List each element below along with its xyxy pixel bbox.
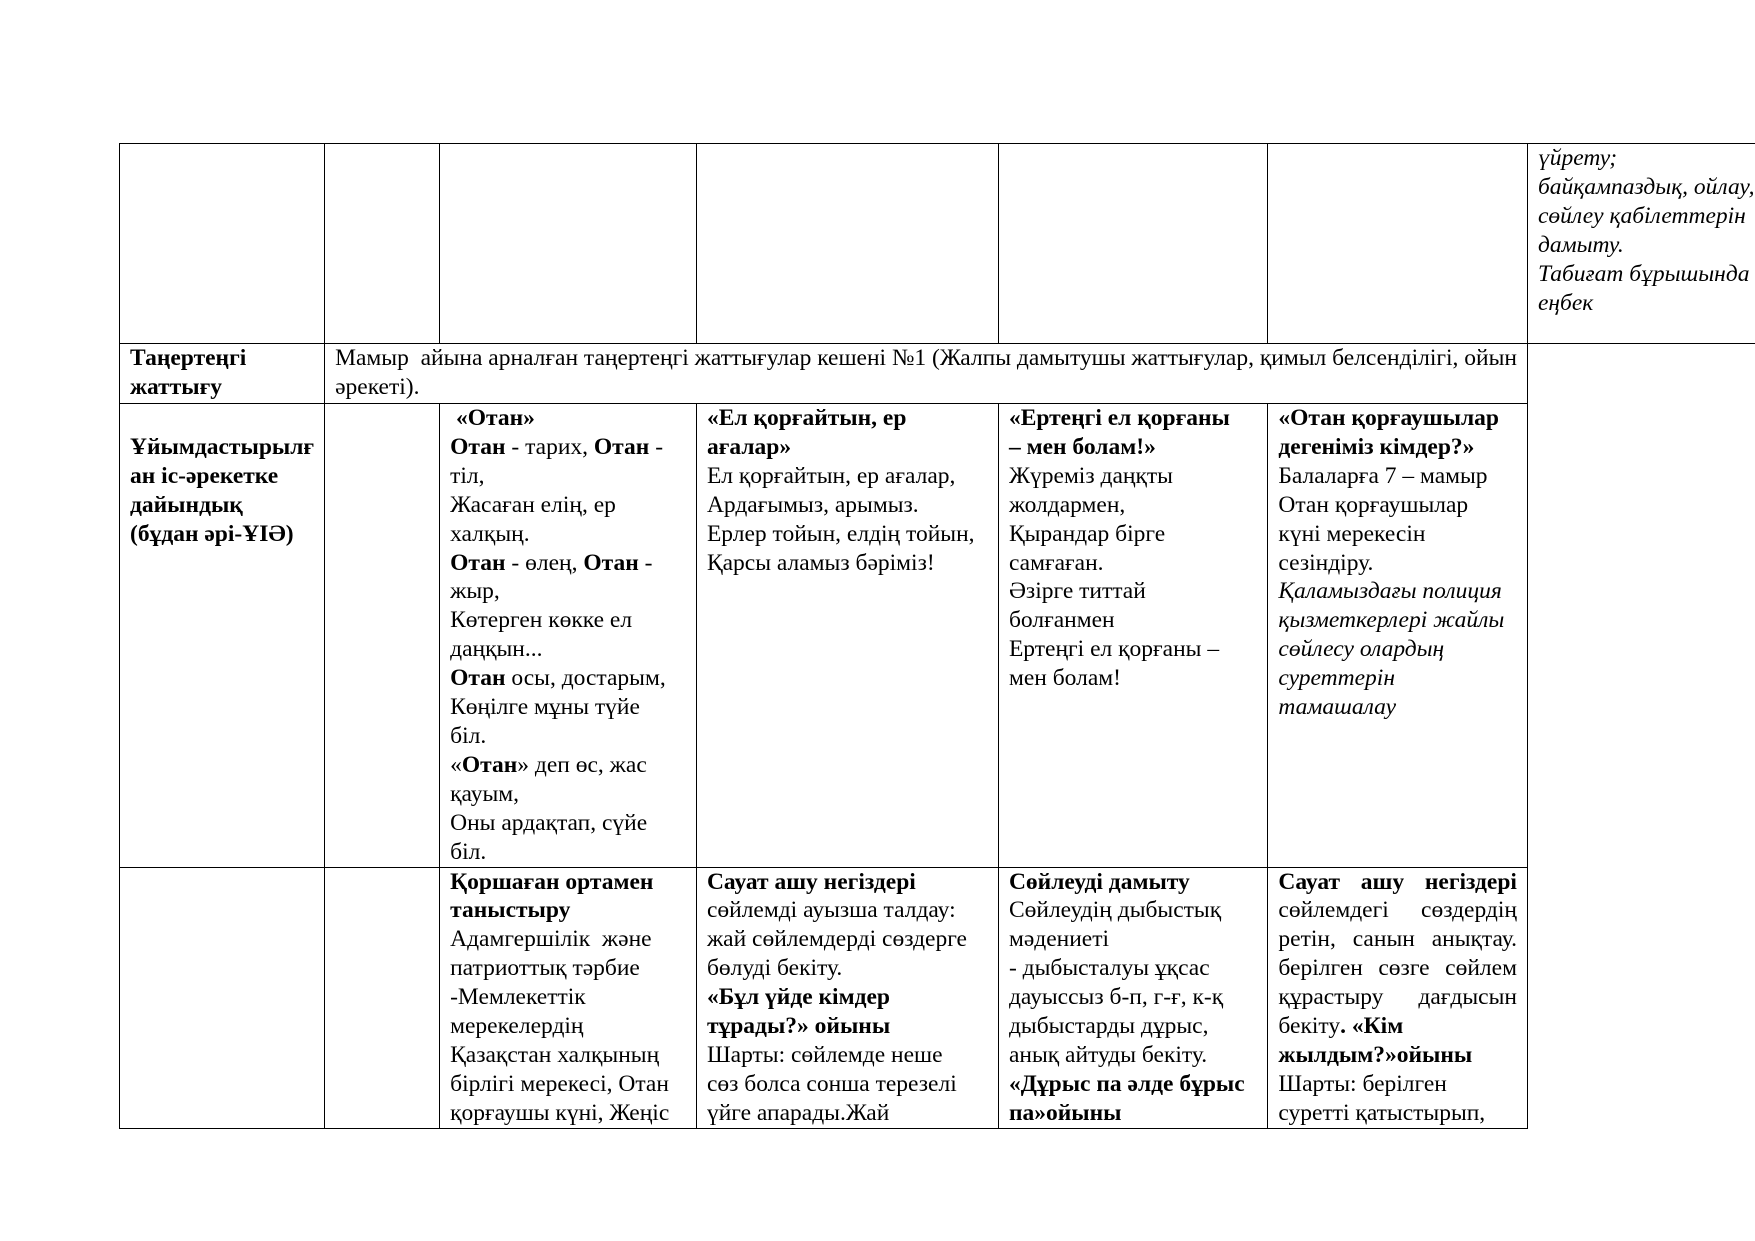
text-word: құрастыру [1278,984,1384,1011]
text-line: анық айтуды бекіту. [1008,1041,1208,1068]
text-line: – мен болам!» [1008,433,1156,460]
text-fragment: Отан [583,549,639,576]
table-row [120,404,1755,868]
text-line: сезіндіру. [1278,549,1374,576]
text-line: жыр, [450,578,500,605]
content-cell [1268,867,1528,1128]
text-line: Таңертеңгі [130,345,247,371]
text-line: болғанмен [1008,607,1115,634]
content-cell [998,867,1267,1128]
content-cell [998,404,1267,868]
text-line: мерекелердің [450,1013,584,1040]
text-line: Қоршаған ортамен [450,868,654,895]
text-line: Балаларға 7 – мамыр [1278,462,1488,489]
empty-cell [325,144,440,344]
table-row [120,144,1755,344]
text-line: дыбыстарды дұрыс, [1008,1013,1209,1040]
content-cell [696,144,998,344]
text-line: Отан қорғаушылар [1278,491,1469,518]
text-fragment: Отан [450,433,506,460]
text-line: Қаламыздағы полиция [1278,578,1502,605]
text-line: үйге апарады.Жай [706,1099,890,1126]
text-line: «Бұл үйде кімдер [706,984,890,1011]
text-word: Сауат [1278,868,1341,895]
text-line: Қазақстан халқының [450,1041,660,1068]
content-cell [1268,404,1528,868]
text-line: Ел қорғайтын, ер ағалар, [706,462,956,489]
text-line: ан іс-әрекетке [130,462,279,489]
text-line: Ертеңгі ел қорғаны – [1008,636,1220,663]
text-line: мәдениеті [1008,926,1110,953]
text-line: Жасаған елің, ер [450,491,616,518]
row-label-cell [120,867,325,1128]
text-line: біл. [450,838,487,865]
text-line: (бұдан әрі-ҰІӘ) [130,520,294,547]
text-line: Қарсы аламыз бәріміз! [706,549,935,576]
text-word: сөздердің [1421,897,1517,924]
text-line: самғаған. [1008,549,1104,576]
text-line [450,751,686,780]
text-line: қауым, [450,780,520,807]
text-line: Шарты: берілген [1278,1070,1447,1097]
text-line [1278,954,1517,983]
text-line: суретті қатыстырып, [1278,1099,1486,1126]
text-line: Көтерген көкке ел [450,607,633,634]
text-line: дауыссыз б-п, г-ғ, к-қ [1008,984,1224,1011]
text-word: ретін, [1278,926,1336,953]
text-fragment: . «Кім [1340,1013,1404,1040]
text-line: Қырандар бірге [1008,520,1166,547]
text-word: сөйлем [1445,955,1517,982]
content-cell [440,867,697,1128]
text-line: дайындық [130,491,243,518]
text-line: Оны ардақтап, сүйе [450,809,648,836]
row-label-cell [120,404,325,868]
merged-content-cell [325,344,1528,404]
text-line: сөйлеу қабілеттерін [1537,202,1746,229]
text-fragment: Отан [461,751,518,778]
text-line: «Ертеңгі ел қорғаны [1008,405,1230,431]
text-line: жолдармен, [1008,491,1126,518]
text-word: негіздері [1424,868,1517,895]
text-line: Сөйлеудің дыбыстық [1008,897,1222,924]
text-line: Адамгершілік және [450,926,652,953]
text-line: байқампаздық, ойлау, [1537,173,1755,200]
content-cell [440,144,697,344]
plan-table [119,143,1755,1129]
text-line: суреттерін [1278,665,1395,692]
text-word: анықтау. [1431,926,1517,953]
text-line [450,549,686,578]
text-line: патриоттық тәрбие [450,955,640,982]
text-line: жылдым?»ойыны [1278,1041,1473,1068]
text-fragment: - өлең, [505,549,584,576]
text-line: - дыбысталуы ұқсас [1008,955,1210,982]
text-line [130,404,314,433]
text-line: біл. [450,722,487,749]
row-label-cell [120,344,325,404]
content-cell [440,404,697,868]
text-line: дамыту. [1537,231,1624,258]
text-line: Жүреміз даңқты [1008,462,1173,489]
content-cell [998,144,1267,344]
content-cell [1268,144,1528,344]
text-line: тұрады?» ойыны [706,1013,891,1040]
text-line: жаттығу [130,373,223,400]
text-line: еңбек [1537,289,1594,316]
text-word: берілген [1278,955,1363,982]
text-line: тамашалау [1278,694,1397,721]
text-fragment: - [638,549,653,576]
text-line: Ардағымыз, арымыз. [706,491,919,518]
text-line: тіл, [450,462,485,489]
text-line: дегеніміз кімдер?» [1278,433,1475,460]
text-line: «Ел қорғайтын, ер [706,405,907,431]
text-fragment: бекіту [1278,1013,1341,1040]
text-fragment: - тарих, [505,433,594,460]
text-line: бөлуді бекіту. [706,955,843,982]
text-line: Көңілге мұны түйе [450,694,640,721]
text-line: сөйлесу олардың [1278,636,1445,663]
text-line: қорғаушы күні, Жеңіс [450,1099,670,1126]
text-word: санын [1352,926,1415,953]
row-label-cell [120,144,325,344]
text-word: сөзге [1378,955,1430,982]
text-word: дағдысын [1418,984,1517,1011]
text-line [450,433,686,462]
text-line: Ерлер тойын, елдің тойын, [706,520,975,547]
text-fragment: « [450,751,462,778]
text-fragment: Отан [593,433,650,460]
text-line: Ұйымдастырылғ [130,433,315,460]
text-line: Сөйлеуді дамыту [1008,868,1190,895]
text-line: «Отан қорғаушылар [1278,405,1499,431]
text-line: жай сөйлемдерді сөздерге [706,926,967,953]
text-fragment: Отан [450,665,506,692]
text-line: ағалар» [706,433,792,460]
content-cell [696,867,998,1128]
text-line: «Дұрыс па әлде бұрыс [1008,1070,1245,1097]
text-fragment: » деп өс, жас [517,751,647,778]
text-word: сөйлемдегі [1278,897,1389,924]
text-line [450,664,686,693]
text-line: Табиғат бұрышында [1537,260,1750,287]
text-line: Сауат ашу негіздері [706,868,916,895]
text-line: па»ойыны [1008,1099,1122,1126]
content-cell [1527,144,1755,344]
text-line: таныстыру [450,897,571,924]
empty-cell [325,404,440,868]
table-row [120,867,1755,1128]
text-line: даңқын... [450,636,543,663]
text-line: «Отан» [450,405,535,431]
text-word: ашу [1360,868,1405,895]
text-line: қызметкерлері жайлы [1278,607,1505,634]
text-line [1278,896,1517,925]
text-fragment: Отан [450,549,506,576]
table-row [120,344,1755,404]
text-line [1278,983,1517,1012]
text-line: халқың. [450,520,530,547]
text-line: күні мерекесін [1278,520,1426,547]
content-cell [696,404,998,868]
text-fragment: осы, достарым, [505,665,666,692]
text-line: Әзірге титтай [1008,578,1146,605]
text-line: әрекеті). [335,373,420,400]
text-line: мен болам! [1008,665,1121,692]
text-line: Мамыр айына арналған таңертеңгі жаттығулар кешені №1 (Жалпы дамытушы жаттығулар, қимыл белсенділігі, ойын [335,345,1517,371]
text-line [1278,868,1517,897]
text-line [1278,1012,1517,1041]
text-line: бірлігі мерекесі, Отан [450,1070,669,1097]
text-line: сөз болса сонша терезелі [706,1070,957,1097]
empty-cell [325,867,440,1128]
text-line: үйрету; [1537,145,1618,171]
text-line [1278,925,1517,954]
text-fragment: - [649,433,664,460]
text-line: -Мемлекеттік [450,984,586,1011]
text-line: Шарты: сөйлемде неше [706,1041,943,1068]
text-line: сөйлемді ауызша талдау: [706,897,956,924]
